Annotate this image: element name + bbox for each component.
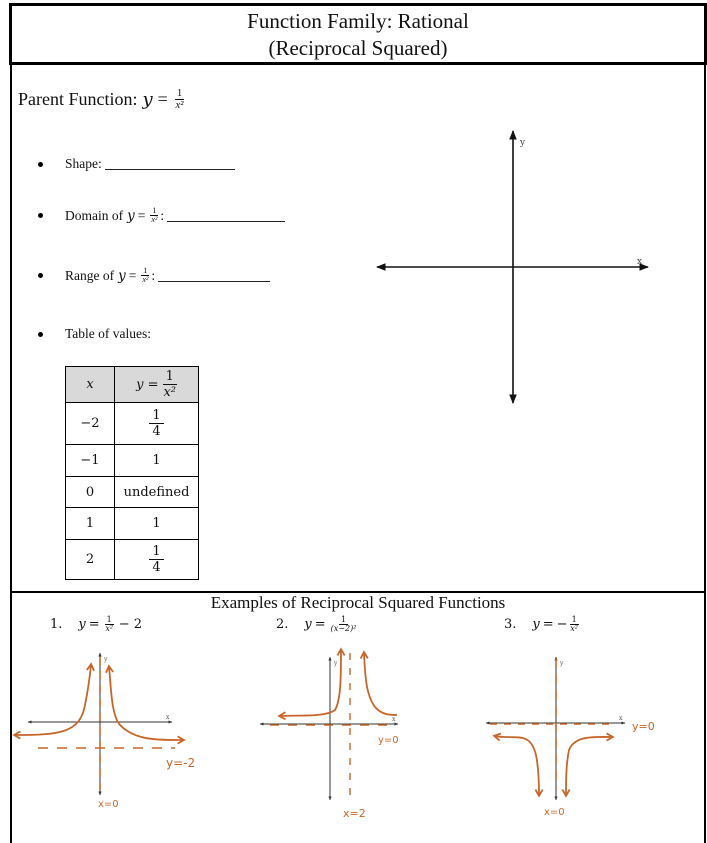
fraction-numerator: 1 bbox=[152, 206, 157, 215]
example-2-sketch bbox=[250, 645, 450, 820]
cell-y bbox=[115, 540, 199, 580]
bullet-icon bbox=[38, 162, 43, 167]
horizontal-asymptote-label: y=0 bbox=[632, 720, 655, 733]
shape-answer-blank[interactable] bbox=[105, 158, 235, 170]
equation-lhs: y bbox=[304, 617, 312, 633]
examples-title: Examples of Reciprocal Squared Functions bbox=[210, 593, 506, 612]
range-lhs: y bbox=[118, 267, 126, 284]
fraction-denominator: 4 bbox=[152, 559, 161, 575]
cell-y: undefined bbox=[115, 477, 199, 508]
colon: : bbox=[151, 267, 156, 283]
bullet-icon bbox=[38, 332, 43, 337]
example-2-equation bbox=[276, 616, 358, 633]
table-row bbox=[66, 540, 199, 580]
example-number: 3. bbox=[504, 617, 517, 633]
fraction-numerator: 1 bbox=[176, 87, 183, 99]
column-header-y bbox=[115, 367, 199, 403]
horizontal-asymptote-label: y=-2 bbox=[166, 756, 196, 770]
cell-fraction bbox=[149, 409, 163, 439]
cell-x: 2 bbox=[66, 540, 115, 580]
horizontal-asymptote-label: y=0 bbox=[378, 735, 399, 746]
example-1-equation bbox=[50, 616, 142, 633]
list-item-domain bbox=[38, 207, 285, 224]
fraction-numerator: 1 bbox=[149, 409, 163, 424]
fraction-numerator: 1 bbox=[149, 545, 163, 560]
table-row bbox=[66, 403, 199, 445]
domain-fraction bbox=[150, 207, 158, 224]
fraction-denominator: x² bbox=[175, 98, 184, 111]
example-3-equation bbox=[504, 616, 581, 633]
cell-y: 1 bbox=[115, 445, 199, 477]
example-number: 1. bbox=[50, 617, 63, 633]
cell-x: 0 bbox=[66, 477, 115, 508]
equation-negation: − bbox=[556, 617, 568, 633]
shape-label: Shape: bbox=[65, 156, 102, 171]
parent-function-fraction bbox=[175, 88, 184, 111]
example-number: 2. bbox=[276, 617, 289, 633]
svg-text:x: x bbox=[619, 715, 623, 722]
equals-sign: = bbox=[157, 89, 168, 110]
table-row bbox=[66, 508, 199, 540]
table-header-row bbox=[66, 367, 199, 403]
svg-text:x: x bbox=[392, 716, 396, 723]
equals-sign: = bbox=[128, 267, 137, 283]
fraction-numerator: 1 bbox=[571, 615, 577, 624]
vertical-asymptote-label: x=2 bbox=[343, 807, 366, 820]
header-y-lhs: y = bbox=[136, 377, 159, 392]
parent-function-lhs: y bbox=[142, 89, 153, 111]
worksheet-header bbox=[9, 3, 707, 65]
equation-fraction bbox=[570, 616, 579, 633]
example-3-sketch bbox=[470, 645, 705, 820]
blank-coordinate-plane[interactable] bbox=[370, 125, 660, 410]
cell-y bbox=[115, 403, 199, 445]
table-of-values bbox=[65, 366, 199, 580]
svg-text:y: y bbox=[104, 656, 108, 663]
fraction-denominator: 4 bbox=[152, 423, 161, 439]
table-of-values-label: Table of values: bbox=[65, 326, 152, 341]
y-axis-label: y bbox=[520, 138, 526, 148]
equals-sign: = bbox=[88, 617, 100, 633]
vertical-asymptote-label: x=0 bbox=[98, 799, 119, 810]
equation-suffix: − 2 bbox=[118, 617, 143, 633]
equation-lhs: y bbox=[78, 617, 86, 633]
bullet-icon bbox=[38, 273, 43, 278]
equals-sign: = bbox=[137, 207, 146, 223]
cell-y: 1 bbox=[115, 508, 199, 540]
cell-x: −2 bbox=[66, 403, 115, 445]
table-row bbox=[66, 445, 199, 477]
range-answer-blank[interactable] bbox=[158, 270, 270, 282]
cell-fraction bbox=[149, 545, 163, 575]
domain-label: Domain of bbox=[65, 207, 124, 223]
range-fraction bbox=[141, 267, 149, 284]
equation-fraction bbox=[105, 616, 114, 633]
fraction-denominator: (x−2)² bbox=[330, 624, 357, 633]
equals-sign: = bbox=[314, 617, 326, 633]
svg-text:x: x bbox=[166, 714, 170, 721]
fraction-denominator: x² bbox=[142, 275, 149, 284]
equals-sign: = bbox=[542, 617, 554, 633]
fraction-numerator: 1 bbox=[341, 615, 347, 624]
fraction-denominator: x² bbox=[151, 215, 158, 224]
vertical-asymptote-label: x=0 bbox=[544, 807, 565, 818]
parent-function-label: Parent Function: bbox=[18, 89, 138, 110]
list-item-table-of-values bbox=[38, 326, 151, 342]
domain-answer-blank[interactable] bbox=[167, 210, 285, 222]
column-header-x bbox=[66, 367, 115, 403]
parent-function bbox=[18, 88, 186, 111]
fraction-numerator: 1 bbox=[143, 266, 148, 275]
fraction-denominator: x² bbox=[163, 384, 177, 400]
colon: : bbox=[160, 207, 165, 223]
fraction-denominator: x² bbox=[570, 624, 578, 633]
list-item-range bbox=[38, 267, 270, 284]
svg-text:y: y bbox=[334, 660, 338, 667]
list-item-shape bbox=[38, 156, 235, 172]
table-row bbox=[66, 477, 199, 508]
header-title-line1: Function Family: Rational bbox=[247, 9, 469, 33]
fraction-numerator: 1 bbox=[163, 370, 177, 385]
range-label: Range of bbox=[65, 267, 115, 283]
equation-fraction bbox=[331, 616, 357, 633]
x-axis-label: x bbox=[637, 257, 643, 267]
svg-text:y: y bbox=[560, 660, 564, 667]
fraction-denominator: x² bbox=[105, 624, 114, 633]
header-x-text: x bbox=[86, 377, 94, 392]
fraction-numerator: 1 bbox=[106, 615, 112, 624]
bullet-icon bbox=[38, 213, 43, 218]
domain-lhs: y bbox=[127, 207, 135, 224]
example-1-sketch bbox=[10, 645, 230, 815]
header-title-line2: (Reciprocal Squared) bbox=[268, 36, 448, 60]
equation-lhs: y bbox=[532, 617, 540, 633]
header-y-fraction bbox=[163, 370, 177, 400]
cell-x: −1 bbox=[66, 445, 115, 477]
cell-x: 1 bbox=[66, 508, 115, 540]
